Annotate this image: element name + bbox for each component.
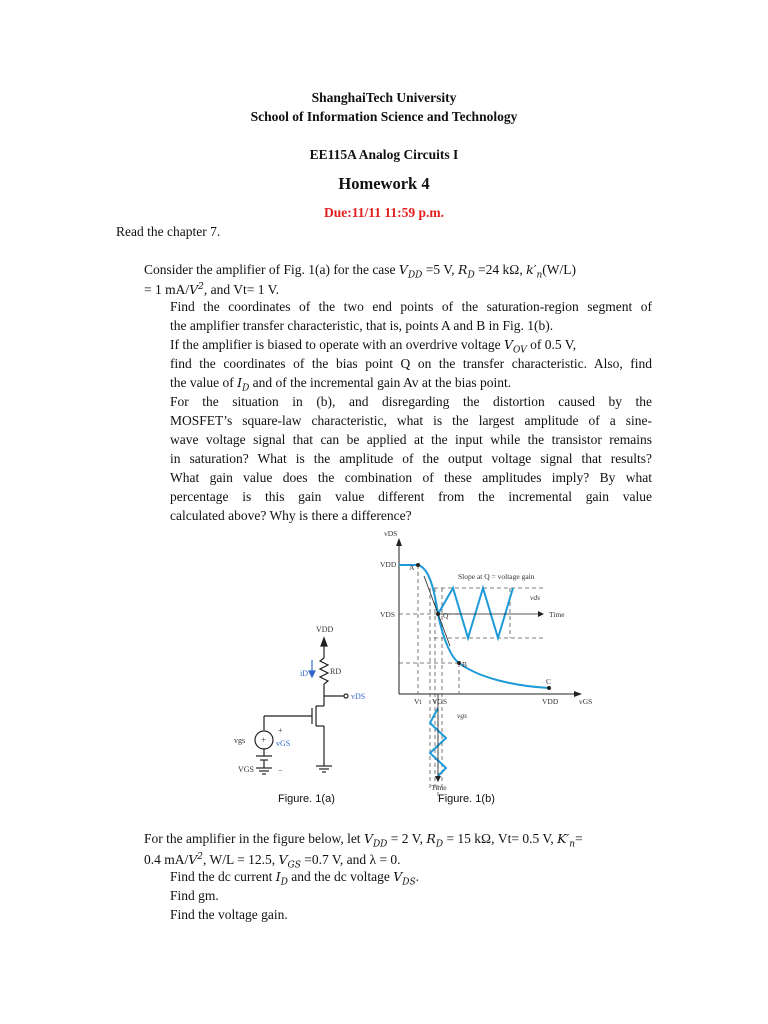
- problem2-line1: For the amplifier in the figure below, let $V_{DD} = 2$ V, $R_D = 15$ kΩ, Vt= 0.5 V, $K'_n=$: [144, 831, 583, 850]
- output-signal-wave: [438, 588, 513, 638]
- problem1-a-line2: the amplifier transfer characteristic, that is, points A and B in Fig. 1(b).: [170, 318, 554, 333]
- svg-text:C: C: [546, 677, 552, 686]
- course-title: EE115A Analog Circuits I: [309, 147, 459, 162]
- intro-text: Read the chapter 7.: [116, 224, 221, 239]
- point-a: [416, 563, 420, 567]
- svg-text:VDD: VDD: [542, 697, 559, 706]
- problem1-c-line1: For the situation in (b), and disregarding the distortion caused by the: [170, 394, 652, 409]
- problem2-q2: Find gm.: [170, 888, 219, 903]
- problem2-line2: 0.4 $mA/V^2$, W/L = 12.5, $V_{GS} =0.7$ V, and λ = 0.: [144, 852, 401, 871]
- problem1-c-line6: percentage is this gain value different from the incremental gain value: [170, 489, 652, 504]
- current-arrow-icon: [309, 671, 315, 677]
- svg-text:VDD: VDD: [380, 560, 397, 569]
- circuit-labels: [234, 625, 365, 775]
- problem1-c-line5: What gain value does the combination of these amplitudes imply? By what: [170, 470, 652, 485]
- point-b: [457, 661, 461, 665]
- due-date: Due:11/11 11:59 p.m.: [323, 205, 444, 220]
- svg-text:VGS: VGS: [432, 697, 448, 706]
- svg-text:Vt: Vt: [414, 697, 422, 706]
- transfer-curve: [399, 565, 552, 688]
- problem1-a-line1: Find the coordinates of the two end points of the saturation-region segment of: [170, 299, 652, 314]
- university-name: ShanghaiTech University: [311, 90, 457, 105]
- svg-text:VDS: VDS: [380, 610, 396, 619]
- svg-text:+: +: [278, 726, 283, 735]
- plot-labels: [380, 529, 592, 792]
- svg-text:B: B: [462, 660, 468, 669]
- svg-text:VGS: VGS: [238, 765, 255, 774]
- svg-text:A: A: [409, 563, 415, 572]
- problem1-c-line7: calculated above? Why is there a difference?: [170, 508, 412, 523]
- point-c: [547, 686, 551, 690]
- svg-text:+: +: [261, 735, 267, 745]
- svg-text:RD: RD: [330, 667, 342, 676]
- problem1-c-line2: MOSFET’s square-law characteristic, what is the largest amplitude of a sine-: [170, 413, 652, 428]
- svg-text:vDS: vDS: [384, 529, 398, 538]
- svg-text:vgs: vgs: [234, 736, 246, 745]
- figure-1b-caption: Figure. 1(b): [438, 793, 495, 805]
- svg-text:Slope at Q = voltage gain: Slope at Q = voltage gain: [458, 572, 535, 581]
- svg-text:vDS: vDS: [351, 692, 366, 701]
- problem2-q3: Find the voltage gain.: [170, 907, 288, 922]
- homework-title: Homework 4: [338, 174, 430, 193]
- svg-text:vgs: vgs: [457, 711, 467, 720]
- svg-text:vGS: vGS: [579, 697, 593, 706]
- svg-text:−: −: [278, 766, 283, 775]
- rd-symbol: $R_D$: [458, 262, 475, 281]
- svg-text:Time: Time: [431, 783, 447, 792]
- svg-text:vds: vds: [530, 593, 540, 602]
- problem1-line1: Consider the amplifier of Fig. 1(a) for the case $V_{DD} =5$ V, $R_D =24$ kΩ, $k'_n(W/L)$: [144, 262, 577, 281]
- vdd-symbol: $V_{DD}$: [398, 262, 423, 281]
- problem1-c-line3: wave voltage signal that can be applied at the input while the transistor remains: [170, 432, 652, 447]
- figure-1a-caption: Figure. 1(a): [278, 793, 335, 805]
- problem2-q1: Find the dc current $I_D$ and the dc voltage $V_{DS}$.: [170, 869, 420, 888]
- circuit-diagram: [255, 638, 348, 774]
- svg-text:Q: Q: [443, 611, 449, 620]
- point-q: [436, 612, 440, 616]
- problem1-b-line1: If the amplifier is biased to operate with an overdrive voltage $V_{OV}$ of 0.5 V,: [170, 337, 577, 356]
- time-arrow-icon: [538, 611, 544, 617]
- svg-text:iD: iD: [300, 669, 308, 678]
- y-axis-arrow-icon: [396, 538, 402, 546]
- problem1-line2: = 1 $mA/V^2$, and Vt= 1 V.: [144, 282, 280, 298]
- problem1-c-line4: in saturation? What is the amplitude of the output voltage signal that results?: [170, 451, 652, 466]
- kn-symbol: $k'_n$: [526, 262, 543, 281]
- time-down-arrow-icon: [435, 776, 441, 782]
- svg-text:Time: Time: [549, 610, 565, 619]
- figure-1: [224, 528, 594, 808]
- vdd-arrow-icon: [321, 638, 327, 646]
- school-name: School of Information Science and Technology: [250, 109, 518, 124]
- problem1-b-line3: the value of $I_D$ and of the incremental gain Av at the bias point.: [170, 375, 512, 394]
- problem1-b-line2: find the coordinates of the bias point Q on the transfer characteristic. Also, find: [170, 356, 652, 371]
- svg-text:vGS: vGS: [276, 739, 291, 748]
- resistor-rd-icon: [320, 658, 328, 684]
- svg-text:VDD: VDD: [316, 625, 334, 634]
